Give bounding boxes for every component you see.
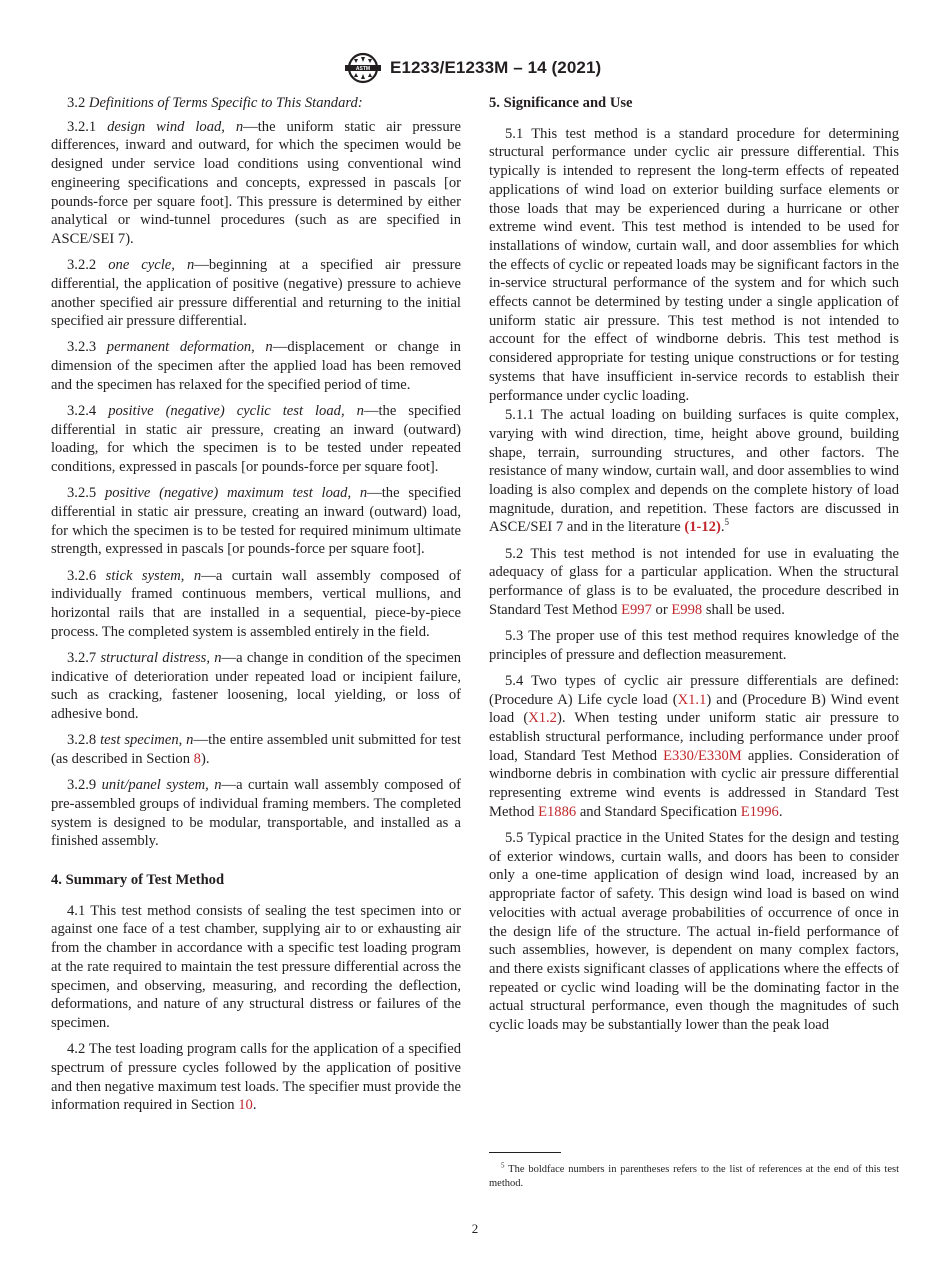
paragraph-5-3: 5.3 The proper use of this test method requires knowledge of the principles of pressure and deflection measurement. [489,627,899,663]
definition-number: 3.2.3 [67,339,97,356]
definition-term: structural distress, n [100,649,222,666]
x1-2-link[interactable]: X1.2 [528,710,557,727]
definition-term: positive (negative) maximum test load, n [104,485,368,502]
footnote-divider [489,1152,561,1153]
svg-text:ASTM: ASTM [355,66,371,73]
definition-number: 3.2.4 [67,403,97,420]
left-column [51,94,461,1122]
paragraph-4-2: 4.2 The test loading program calls for the application of a specified spectrum of pressure cycles followed by the application of positive and then negative maximum test loads. The specifier must provide the information required in Section 10. [51,1041,461,1114]
e330-link[interactable]: E330/E330M [663,747,742,764]
definition-number: 3.2.6 [67,567,97,584]
paragraph-4-1: 4.1 This test method consists of sealing the test specimen into or against one face of a test chamber, supplying air to or exhausting air from the chamber in accordance with a specific test loading program at the rate required to maintain the test pressure differential across the specimen, and observing, measuring, and recording the deflection, deformations, and nature of any structural distress or failures of the specimen. [51,902,461,1031]
astm-logo-icon [344,52,382,84]
definition-3-2-1 [51,118,461,249]
page-header [0,52,950,86]
footnote-marker[interactable]: 5 [724,517,729,528]
definition-term: positive (negative) cyclic test load, n [108,403,364,420]
definition-text: —a change in condition of the specimen indicative of deterioration under repeated load or incipient failure, such as cracking, fastener loosening, local yielding, or loss of adhesive bond. [51,649,462,723]
right-column [489,94,899,1042]
footnote: $^5$ The boldface numbers in parentheses refers to the list of references at the end of this test method. [489,1161,899,1189]
definition-text: —the specified differential in static air pressure, creating an inward (outward) loading, for which the specimen is to be tested under repeated conditions, expressed in pascals [or pounds-force per square foot]. [51,403,461,476]
paragraph-5-5: 5.5 Typical practice in the United States for the design and testing of exterior windows, curtain walls, and doors has been to consider only a one-time application of design wind load, increased by an appropriate factor of safety. This design wind load is based on wind velocities with actual average probabilities of occurrence of once in the design life of the structure. The actual in-field performance of such assemblies, however, is dependent on many complex factors, and there exists significant classes of applications where the effects of repeated or cyclic wind loading will be the dominating factor in the actual structural performance, even though the magnitudes of such cyclic loads may be substantially lower than the peak load [489,830,899,1034]
x1-1-link[interactable]: X1.1 [677,691,707,708]
paragraph-5-1-1: 5.1.1 The actual loading on building surfaces is quite complex, varying with wind direction, time, height above ground, building shape, terrain, surrounding structures, and other factors. The resistance of many window, curtain wall, and door assemblies to wind loading is also complex and depends on the complete history of load magnitude, duration, and repetition. These factors are discussed in ASCE/SEI 7 and in the literature (1-12).$^5$ [489,407,899,536]
e998-link[interactable]: E998 [671,601,703,618]
section-10-link[interactable]: 10 [238,1097,253,1114]
definition-3-2-3 [51,338,461,394]
section-8-link[interactable]: 8 [193,751,201,767]
definition-term: design wind load, n [107,118,244,135]
definition-text: —beginning at a specified air pressure differential, the application of positive (negative) pressure to achieve another specified air pressure differential and returning to the initial specified air pressure differential. [51,257,462,330]
definition-3-2-4 [51,402,461,477]
definition-3-2-6 [51,567,461,642]
references-link[interactable]: (1-12) [684,519,721,536]
definitions-list [51,118,461,724]
definition-3-2-5 [51,484,461,559]
header-title-group [344,52,601,84]
definition-3-2-9: 3.2.9 unit/panel system, n—a curtain wall assembly composed of pre-assembled groups of individual framing members. The completed system is designed to be modular, transportable, and installed as a finished assembly. [51,777,461,850]
definition-3-2-2 [51,256,461,331]
definition-text: —the uniform static air pressure differences, inward and outward, for which the specimen would be designed under service load conditions using conventional wind engineering specifications and concepts, expressed in pascals [or pounds-force per square foot]. This pressure is determined by either analytical or wind-tunnel procedures (such as are specified in ASCE/SEI 7). [51,118,461,247]
e1996-link[interactable]: E1996 [740,803,779,820]
definition-3-2-7 [51,649,461,724]
definition-number: 3.2.1 [67,118,97,135]
e997-link[interactable]: E997 [621,601,652,618]
definition-term: stick system, n [105,567,202,584]
paragraph-5-4: 5.4 Two types of cyclic air pressure differentials are defined: (Procedure A) Life cycle load (X1.1) and (Procedure B) Wind event load (X1.2). When testing under uniform static air pressure to establish structural performance, including performance under proof load, Standard Test Method E330/E330M applies. Consideration of windborne debris in combination with cyclic air pressure differential representing extreme wind events is addressed in Standard Test Method E1886 and Standard Specification E1996. [489,672,900,820]
definition-number: 3.2.2 [67,257,97,274]
definition-term: permanent deformation, n [106,339,273,356]
definition-number: 3.2.7 [67,649,97,666]
definition-text: —displacement or change in dimension of the specimen after the applied load has been removed and the specimen has relaxed for the specified period of time. [51,339,461,393]
section-5-heading: 5. Significance and Use [489,95,633,111]
definition-text: —the specified differential in static air pressure, creating an inward (outward) load, for which the specimen is to be tested for required minimum ultimate strength, expressed in pascals [or pounds-force per square foot]. [51,485,462,558]
section-4-heading: 4. Summary of Test Method [51,872,225,889]
page-number: 2 [471,1221,479,1236]
paragraph-5-1: 5.1 This test method is a standard procedure for determining structural performance under cyclic air pressure differential. This typically is intended to represent the long-term effects of repeated applications of wind load on exterior building surface elements or those loads that may be experienced during a hurricane or other extreme wind event. This test method is intended to be used for installations of window, curtain wall, and door assemblies for which the effects of cyclic or repeated loads may be significant factors in the in-service structural performance of the system and for which such effects cannot be determined by testing under a single application of uniform static air pressure. This test method is not intended to account for the effect of windborne debris. This test method is considered appropriate for testing unique constructions or for testing systems that have insufficient in-service records to establish their performance under cyclic loading. [489,125,899,404]
definition-text: —a curtain wall assembly composed of individually framed continuous members, vertical mullions, and horizontal rails that are installed in a sequential, piece-by-piece process. The completed system is assembled entirely in the field. [51,567,461,640]
definition-term: one cycle, n [108,257,195,274]
definition-number: 3.2.5 [67,485,97,502]
standard-designation: E1233/E1233M – 14 (2021) [390,58,602,77]
paragraph-5-2: 5.2 This test method is not intended for use in evaluating the adequacy of glass for a particular application. When the structural performance of glass is to be evaluated, the procedure described in Standard Test Method E997 or E998 shall be used. [489,545,899,618]
e1886-link[interactable]: E1886 [538,803,577,820]
definition-3-2-8: 3.2.8 test specimen, n—the entire assembled unit submitted for test (as described in Section 8). [51,732,462,767]
section-3-2-heading: 3.2 Definitions of Terms Specific to This Standard: [67,95,363,111]
